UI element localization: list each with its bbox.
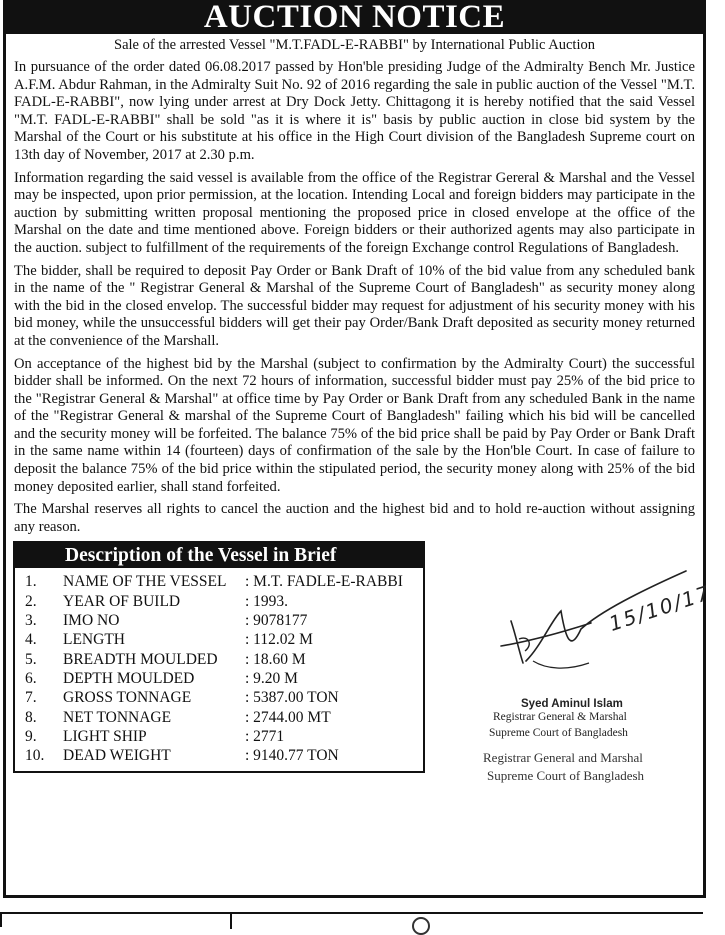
vessel-row-value: : 9078177 [245, 612, 308, 630]
vessel-row [25, 611, 423, 630]
adjacent-ad-border [0, 912, 703, 927]
vessel-row-label: GROSS TONNAGE [63, 689, 192, 707]
vessel-description-list [15, 568, 423, 765]
official-stamp-line2: Supreme Court of Bangladesh [487, 768, 645, 784]
vessel-description-box [13, 541, 425, 773]
adjacent-ad-circle-icon [412, 917, 430, 935]
vessel-row [25, 592, 423, 611]
official-stamp-line1: Registrar General and Marshal [483, 750, 643, 766]
paragraph-order: In pursuance of the order dated 06.08.2017 passed by Hon'ble presiding Judge of the Admiralty Bench Mr. Justice A.F.M. Abdur Rahman, in the Admiralty Suit No. 92 of 2016 regarding the sale in public auction of the Vessel "M.T. FADL-E-RABBI", now lying under arrest at Dry Dock Jetty. Chittagong it is hereby notified that the said Vessel "M.T. FADL-E-RABBI" shall be sold "as it is where it is" basis by public auction in close bid system by the Marshal of the Court or his substitute at his office in the High Court division of the Bangladesh Supreme court on 13th day of November, 2017 at 2.30 p.m. [14, 59, 695, 163]
handwritten-signature [471, 551, 701, 696]
vessel-row-label: DEPTH MOULDED [63, 669, 195, 687]
notice-bottom-section [13, 541, 715, 784]
vessel-row [25, 572, 423, 591]
vessel-row-value: : 9.20 M [245, 669, 298, 687]
signatory-title-line2: Supreme Court of Bangladesh [489, 727, 628, 740]
vessel-row-number: 7. [25, 689, 37, 707]
vessel-row [25, 650, 423, 669]
vessel-row-label: BREADTH MOULDED [63, 650, 218, 668]
vessel-row-number: 8. [25, 708, 37, 726]
vessel-row-value: : 112.02 M [245, 631, 313, 649]
vessel-row [25, 669, 423, 688]
vessel-row [25, 746, 423, 765]
vessel-row-label: NET TONNAGE [63, 708, 172, 726]
vessel-row [25, 630, 423, 649]
vessel-row-number: 4. [25, 631, 37, 649]
notice-frame [3, 0, 715, 898]
signature-date: 15/10/17 [606, 580, 715, 637]
vessel-row-label: DEAD WEIGHT [63, 747, 171, 765]
vessel-row-number: 2. [25, 592, 37, 610]
vessel-row-label: YEAR OF BUILD [63, 592, 181, 610]
vessel-row-value: : 9140.77 TON [245, 747, 339, 765]
paragraph-acceptance: On acceptance of the highest bid by the Marshal (subject to confirmation by the Admiralty Court) the successful bidder shall be informed. On the next 72 hours of information, successful bidder must pay 25% of the bid price to the "Registrar General & Marshal" at office time by Pay Order or Bank Draft from any scheduled Bank in the name of the "Registrar General & marshal of the Supreme Court of Bangladesh" failing which his bid will be cancelled and the security money will be forfeited. The balance 75% of the bid price shall be paid by Pay Order or Bank Draft in the same name within 14 (fourteen) days of confirmation of the sale by the Hon'ble Court. In case of failure to deposit the balance 75% of the bid price within the stipulated period, the security money along with 25% of the bid money deposited earlier, shall stand forfeited. [14, 355, 695, 495]
vessel-row-label: IMO NO [63, 612, 120, 630]
vessel-row [25, 708, 423, 727]
vessel-row-number: 1. [25, 573, 37, 591]
vessel-row-label: LENGTH [63, 631, 125, 649]
vessel-row-number: 6. [25, 669, 37, 687]
vessel-row-label: LIGHT SHIP [63, 727, 147, 745]
paragraph-deposit: The bidder, shall be required to deposit Pay Order or Bank Draft of 10% of the bid value from any scheduled bank in the name of the " Registrar General & Marshal of the Supreme Court of Bangladesh" as security money along with the bid in the closed envelop. The successful bidder may request for adjustment of his security money with his bid money, while the unsuccessful bidders will get their pay Order/Bank Draft deposited as security money returned at the convenience of the Marshall. [14, 262, 695, 349]
vessel-row-value: : 1993. [245, 592, 289, 610]
vessel-row-number: 9. [25, 727, 37, 745]
vessel-row-number: 5. [25, 650, 37, 668]
vessel-row-label: NAME OF THE VESSEL [63, 573, 227, 591]
vessel-row [25, 727, 423, 746]
vessel-row-value: : 5387.00 TON [245, 689, 339, 707]
signature-block [471, 551, 715, 784]
vessel-row-value: : 18.60 M [245, 650, 306, 668]
vessel-row-value: : M.T. FADLE-E-RABBI [245, 573, 403, 591]
signatory-name: Syed Aminul Islam [521, 698, 623, 711]
notice-subtitle: Sale of the arrested Vessel "M.T.FADL-E-RABBI" by International Public Auction [114, 37, 595, 53]
vessel-row-number: 3. [25, 612, 37, 630]
signatory-title-line1: Registrar General & Marshal [493, 711, 627, 724]
vessel-row-value: : 2771 [245, 727, 285, 745]
vessel-row-number: 10. [25, 747, 45, 765]
vessel-row [25, 688, 423, 707]
vessel-description-heading: Description of the Vessel in Brief [15, 543, 423, 568]
paragraph-information: Information regarding the said vessel is available from the office of the Registrar Gereral & Marshal and the Vessel may be inspected, upon prior permission, at the location. Intending Local and foreign bidders may participate in the auction by submitting written proposal mentioning the proposed price in closed envelope at the office of the Marshal on the date and time mentioned above. Foreign bidders or their authorized agents may also participate in the auction. subject to fulfillment of the requirements of the foreign Exchange control Regulations of Bangladesh. [14, 169, 695, 256]
paragraph-rights: The Marshal reserves all rights to cancel the auction and the highest bid and to hold re-auction without assigning any reason. [14, 501, 695, 535]
vessel-row-value: : 2744.00 MT [245, 708, 331, 726]
notice-title: AUCTION NOTICE [6, 0, 703, 34]
